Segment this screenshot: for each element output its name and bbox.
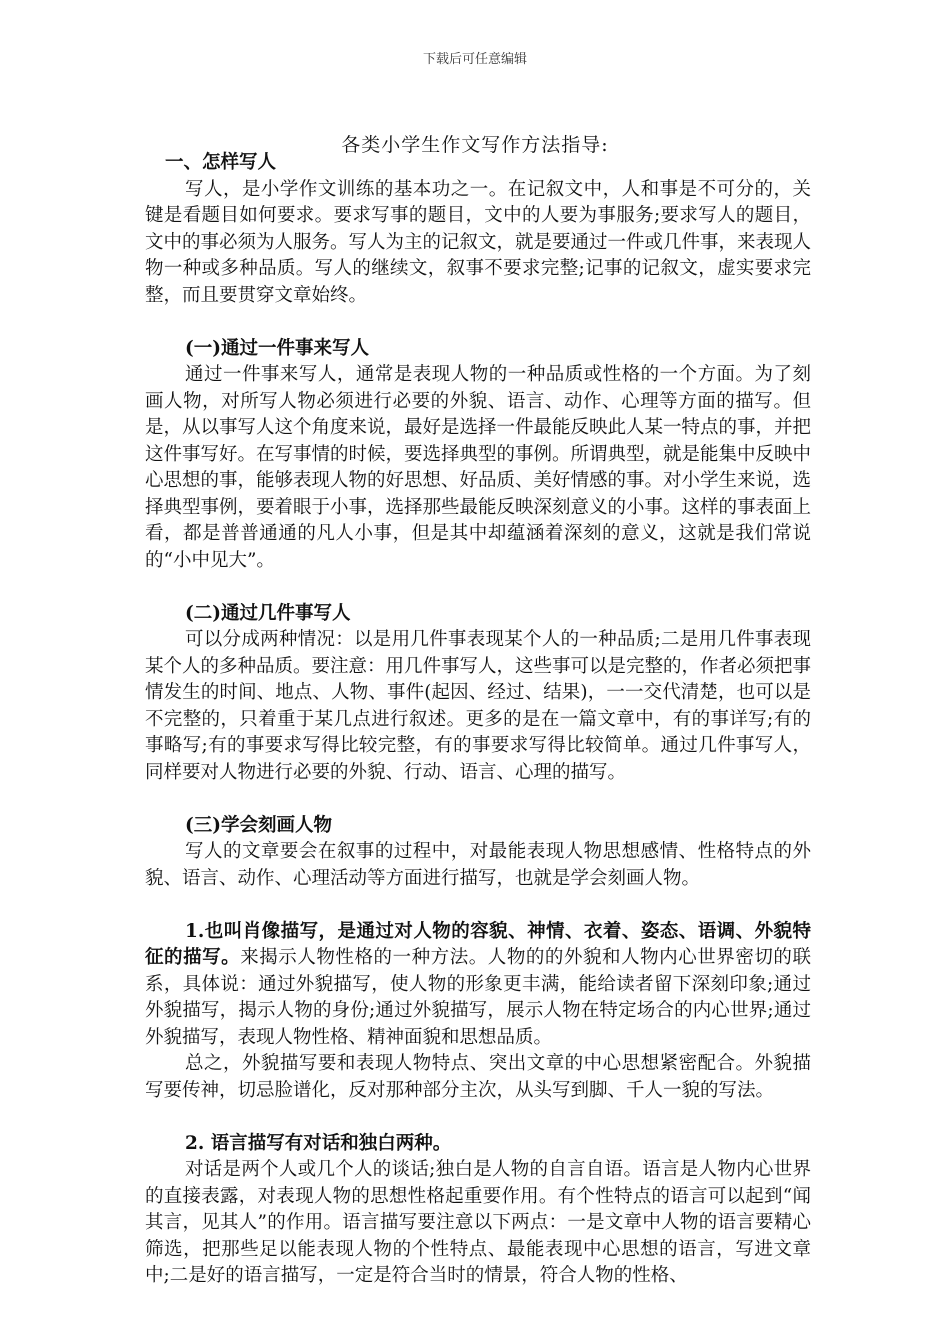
spacer — [145, 574, 811, 601]
paragraph: 总之，外貌描写要和表现人物特点、突出文章的中心思想紧密配合。外貌描写要传神，切忌脸谱化，反对那种部分主次，从头写到脚、千人一貌的写法。 — [145, 1053, 811, 1101]
paragraph: 通过一件事来写人，通常是表现人物的一种品质或性格的一个方面。为了刻画人物，对所写人物必须进行必要的外貌、语言、动作、心理等方面的描写。但是，从以事写人这个角度来说，最好是选择一件最能反映此人某一特点的事，并把这件事写好。在写事情的时候，要选择典型的事例。所谓典型，就是能集中反映中心思想的事，能够表现人物的好思想、好品质、美好情感的事。对小学生来说，选择典型事例，要着眼于小事，选择那些最能反映深刻意义的小事。这样的事表面上看，都是普普通通的凡人小事，但是其中却蕴涵着深刻的意义，这就是我们常说的“小中见大”。 — [145, 364, 812, 571]
subsection-heading: (二)通过几件事写人 — [185, 602, 351, 624]
section-heading: 一、怎样写人 — [165, 152, 277, 173]
paragraph: 可以分成两种情况：以是用几件事表现某个人的一种品质;二是用几件事表现某个人的多种品质。要注意：用几件事写人，这些事可以是完整的，作者必须把事情发生的时间、地点、人物、事件(起因、经过、结果)，一一交代清楚，也可以是不完整的，只着重于某几点进行叙述。更多的是在一篇文章中，有的事详写;有的事略写;有的事要求写得比较完整，有的事要求写得比较简单。通过几件事写人，同样要对人物进行必要的外貌、行动、语言、心理的描写。 — [145, 629, 812, 783]
document-body — [145, 150, 811, 1290]
page-header: 下载后可任意编辑 — [422, 52, 527, 67]
document-title: 各类小学生作文写作方法指导: — [341, 134, 609, 156]
spacer — [145, 1104, 811, 1131]
numbered-paragraph — [145, 919, 811, 1052]
subsection-heading: (一)通过一件事来写人 — [185, 337, 370, 359]
subsection-heading: (三)学会刻画人物 — [185, 814, 333, 836]
spacer — [145, 892, 811, 919]
spacer — [145, 309, 811, 336]
paragraph: 写人的文章要会在叙事的过程中，对最能表现人物思想感情、性格特点的外貌、语言、动作、心理活动等方面进行描写，也就是学会刻画人物。 — [145, 841, 811, 889]
paragraph: 写人，是小学作文训练的基本功之一。在记叙文中，人和事是不可分的，关键是看题目如何要求。要求写事的题目，文中的人要为事服务;要求写人的题目，文中的事必须为人服务。写人为主的记叙文，就是要通过一件或几件事，来表现人物一种或多种品质。写人的继续文，叙事不要求完整;记事的记叙文，虚实要求完整，而且要贯穿文章始终。 — [145, 178, 812, 306]
subsection-heading: 2. 语言描写有对话和独白两种。 — [185, 1132, 452, 1154]
spacer — [145, 786, 811, 813]
paragraph-text: 来揭示人物性格的一种方法。人物的的外貌和人物内心世界密切的联系，具体说：通过外貌描写，使人物的形象更丰满，能给读者留下深刻印象;通过外貌描写，揭示人物的身份;通过外貌描写，展示人物在特定场合的内心世界;通过外貌描写，表现人物性格、精神面貌和思想品质。 — [145, 947, 811, 1048]
bold-lead: 1.也叫肖像描写，是通过对人物的容貌、神情、衣着、姿态、语调、外貌特征的描写。 — [145, 920, 811, 968]
paragraph: 对话是两个人或几个人的谈话;独白是人物的自言自语。语言是人物内心世界的直接表露，对表现人物的思想性格起重要作用。有个性特点的语言可以起到“闻其言，见其人”的作用。语言描写要注意以下两点：一是文章中人物的语言要精心筛选，把那些足以能表现人物的个性特点、最能表现中心思想的语言，写进文章中;二是好的语言描写，一定是符合当时的情景，符合人物的性格、 — [145, 1159, 811, 1286]
